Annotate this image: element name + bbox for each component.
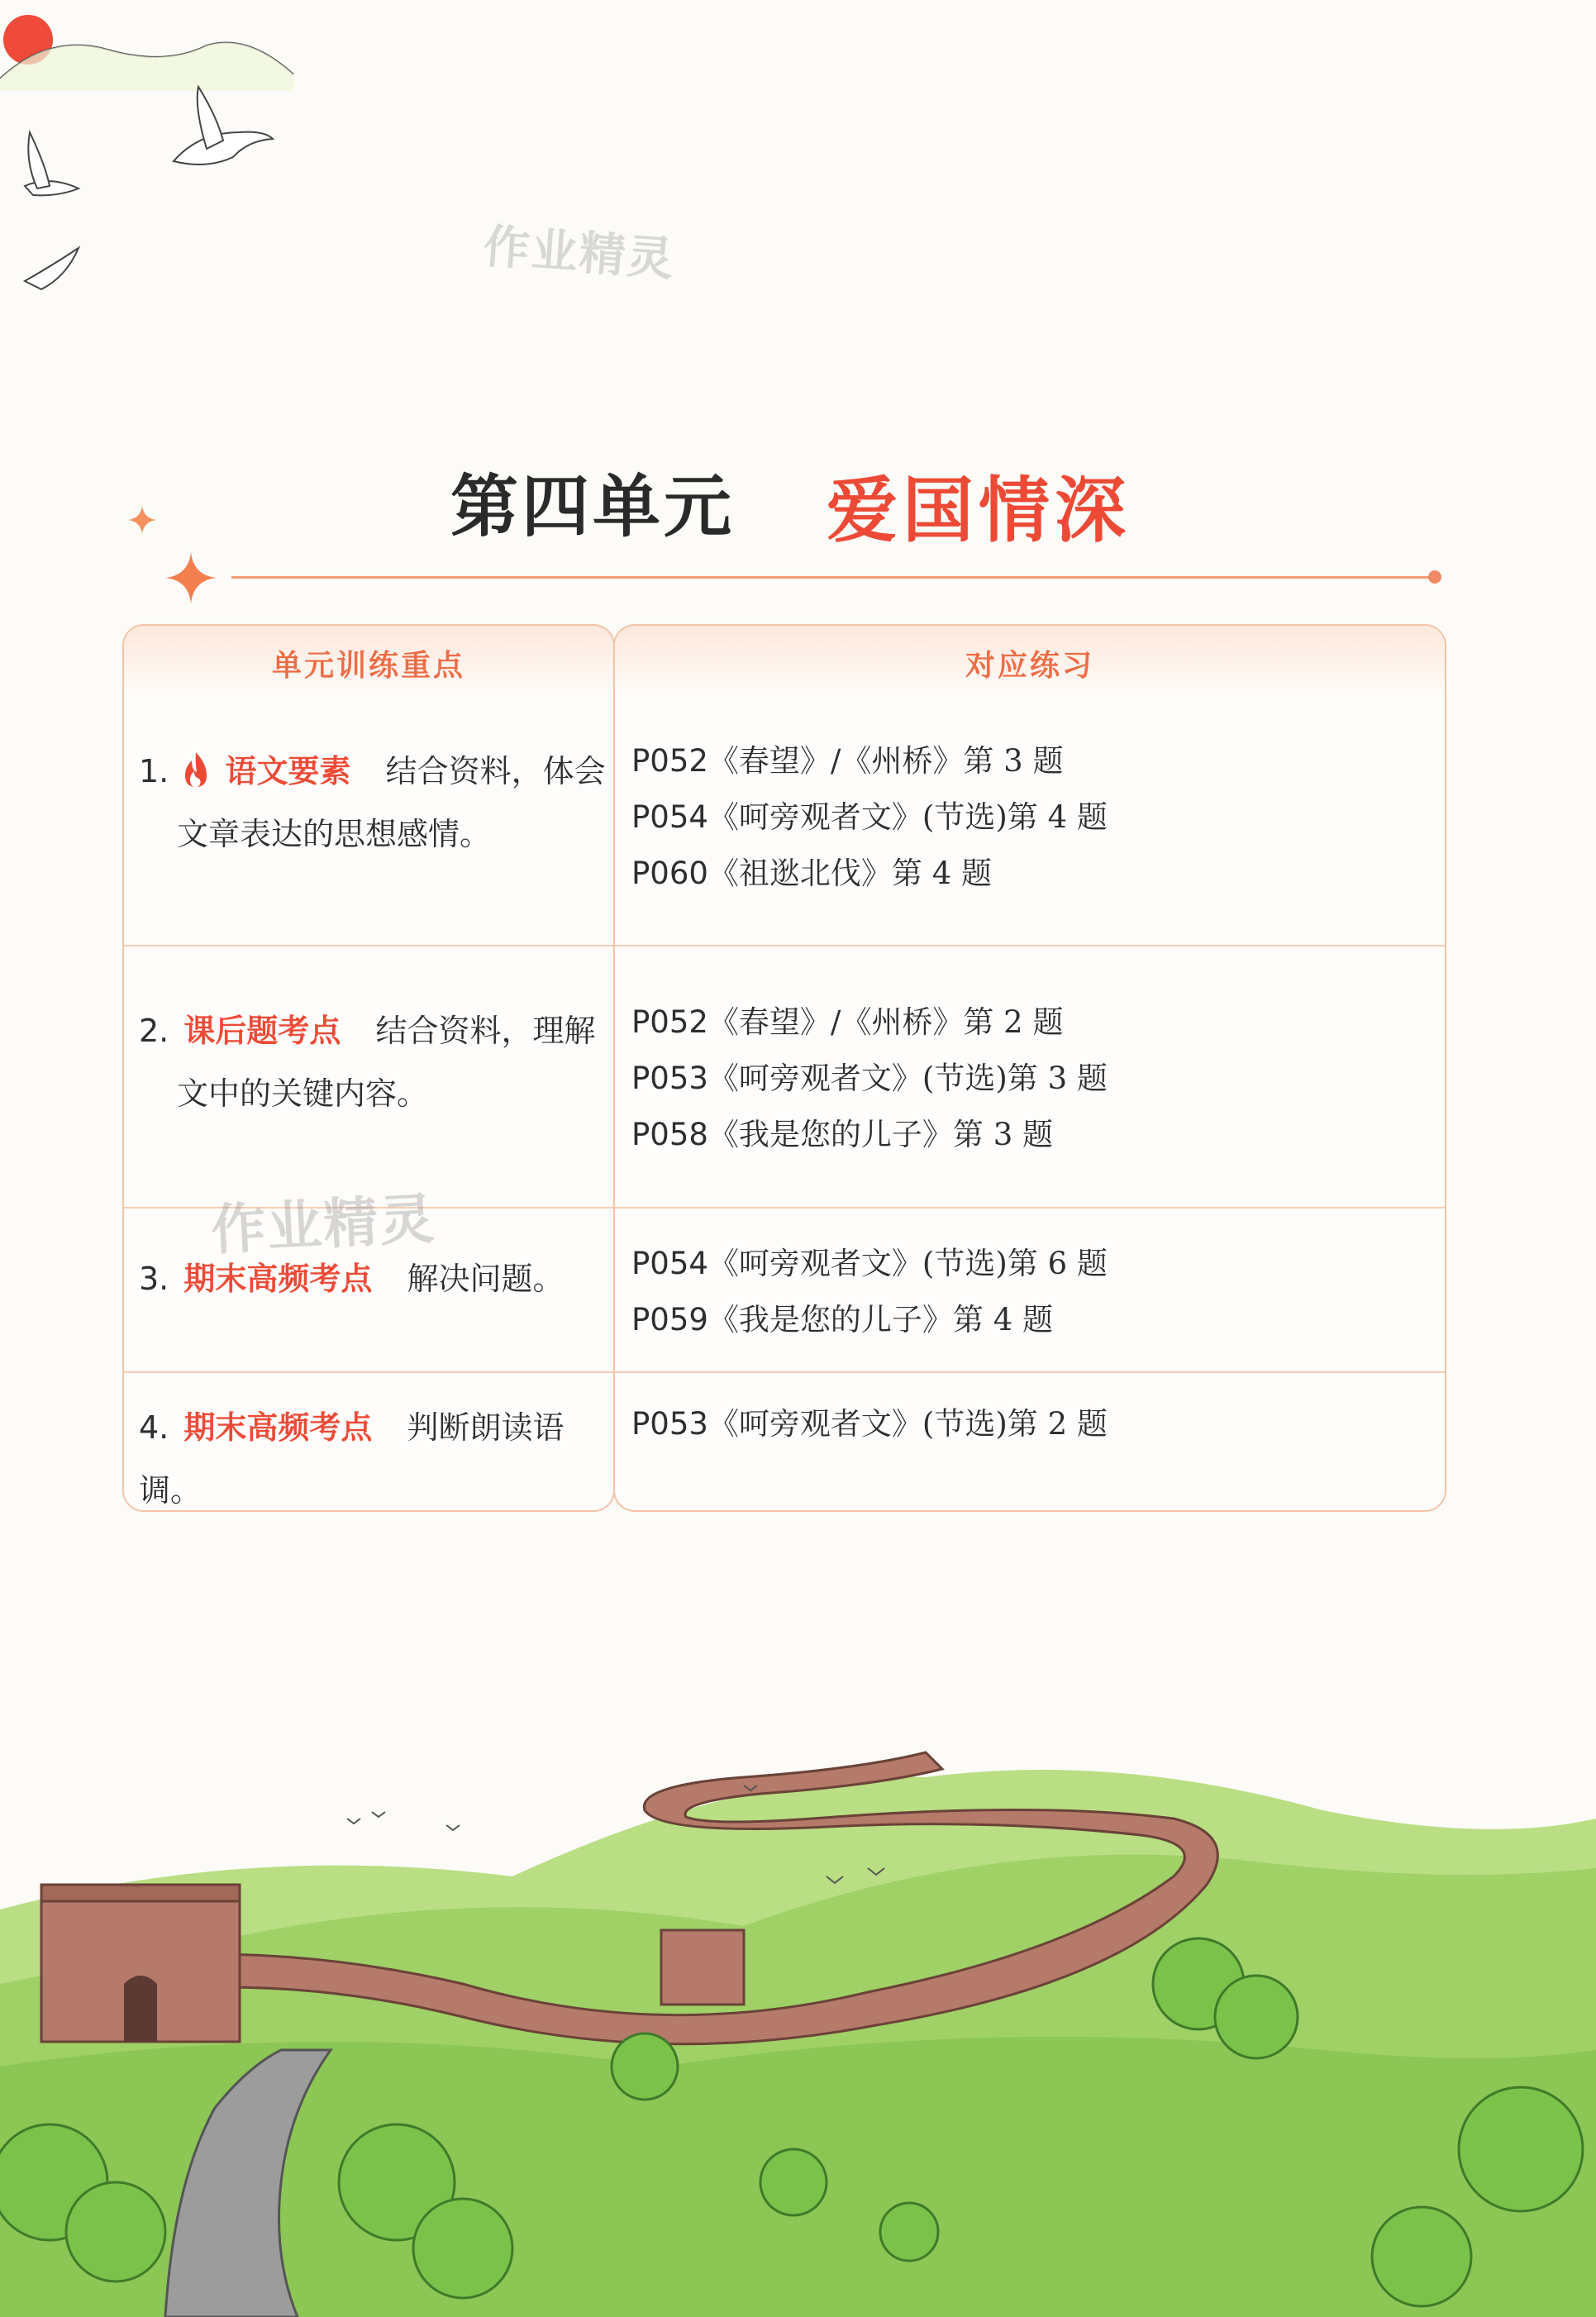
practice-item: P054《呵旁观者文》(节选)第 4 题 (631, 799, 1108, 835)
practice-panel (613, 624, 1446, 1512)
point-text: 文中的关键内容。 (177, 1075, 429, 1112)
point-number: 4. (139, 1409, 169, 1446)
divider-dot (1428, 570, 1441, 584)
title-divider (231, 576, 1438, 579)
point-number: 2. (139, 1013, 169, 1049)
point-text: 解决问题。 (407, 1261, 565, 1297)
practice-item: P058《我是您的儿子》第 3 题 (631, 1117, 1053, 1152)
training-points-panel (122, 624, 615, 1512)
training-point-3 (139, 1247, 610, 1310)
unit-title: 第四单元 (450, 468, 736, 546)
row-divider (124, 1371, 613, 1373)
training-point-1 (139, 740, 610, 865)
watermark: 作业精灵 (209, 1186, 438, 1263)
point-tag: 期末高频考点 (183, 1409, 373, 1446)
unit-theme: 爱国情深 (827, 470, 1131, 552)
point-text: 结合资料，体会 (385, 753, 606, 789)
point-text: 判断朗读语调。 (139, 1409, 565, 1509)
point-text: 文章表达的思想感情。 (177, 816, 492, 852)
flame-icon (182, 751, 210, 789)
practice-item: P053《呵旁观者文》(节选)第 2 题 (631, 1406, 1108, 1442)
row-divider (615, 1207, 1445, 1209)
practice-group-4 (631, 1396, 1108, 1452)
practice-item: P053《呵旁观者文》(节选)第 3 题 (631, 1061, 1108, 1096)
dove-icon (25, 132, 79, 195)
practice-item: P052《春望》/《州桥》第 2 题 (631, 1004, 1064, 1040)
practice-item: P059《我是您的儿子》第 4 题 (631, 1302, 1053, 1337)
row-divider (615, 1371, 1445, 1373)
practice-item: P060《祖逖北伐》第 4 题 (631, 856, 992, 891)
training-points-header: 单元训练重点 (271, 649, 465, 683)
point-number: 1. (139, 753, 169, 789)
sparkle-icon (165, 552, 217, 603)
point-tag: 语文要素 (225, 753, 351, 789)
practice-group-2 (631, 994, 1108, 1163)
point-tag: 课后题考点 (183, 1013, 341, 1049)
practice-group-1 (631, 733, 1108, 902)
practice-item: P054《呵旁观者文》(节选)第 6 题 (631, 1246, 1108, 1281)
training-point-2 (139, 999, 610, 1125)
dove-icon (174, 87, 273, 164)
practice-header: 对应练习 (965, 649, 1094, 683)
dove-icon (25, 248, 79, 289)
sparkle-icon (128, 506, 156, 534)
practice-item: P052《春望》/《州桥》第 3 题 (631, 743, 1064, 779)
point-number: 3. (139, 1261, 169, 1297)
point-text: 结合资料，理解 (375, 1013, 596, 1049)
top-decoration (0, 0, 347, 331)
practice-group-3 (631, 1236, 1108, 1348)
training-point-4 (139, 1396, 610, 1522)
row-divider (615, 945, 1445, 946)
great-wall-illustration (0, 1719, 1596, 2317)
watermark: 作业精灵 (481, 219, 677, 288)
row-divider (124, 945, 613, 946)
point-tag: 期末高频考点 (183, 1261, 373, 1297)
